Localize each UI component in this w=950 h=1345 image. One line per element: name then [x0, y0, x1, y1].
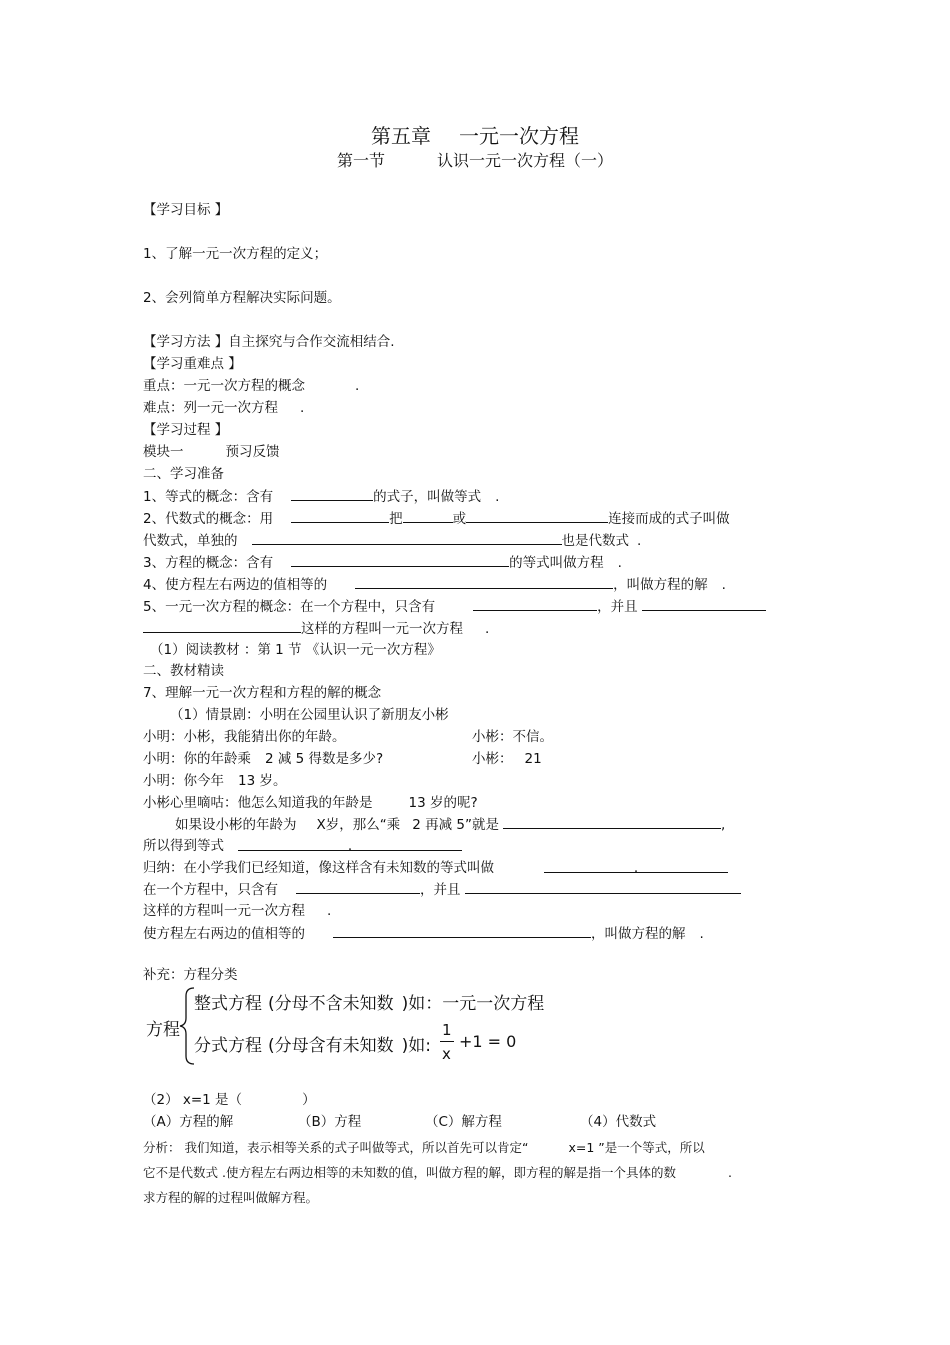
dialogue-2 [143, 750, 383, 768]
section-number: 第一节 [336, 151, 385, 170]
prep-q1: 1、等式的概念：含有 的式子，叫做等式 . [143, 489, 500, 505]
prep-heading: 二、学习准备 [143, 466, 224, 482]
dialogue-2a: 小明：你的年龄乘 [143, 751, 251, 767]
fractional-equation-label: 分式方程 [194, 1036, 262, 1056]
summary-2 [143, 880, 741, 899]
analysis-line-2: 它不是代数式 .使方程左右两边相等的未知数的值，叫做方程的解，即方程的解是指一个具体的数 . [143, 1165, 732, 1180]
blank[interactable] [252, 531, 562, 545]
prep-q2-text: 2、代数式的概念：用 [143, 511, 274, 527]
prep-q2 [143, 509, 730, 528]
method-heading: 【学习方法 】 [143, 334, 229, 350]
dialogue-4a: 小彬心里嘀咕：他怎么知道我的年龄是 [143, 795, 373, 811]
summary-1 [143, 859, 728, 877]
module-name: 预习反馈 [225, 444, 280, 460]
prep-q2-tail: 连接而成的式子叫做 [608, 511, 730, 527]
prep-q5 [143, 597, 766, 616]
option-a[interactable]: （A）方程的解 [143, 1114, 234, 1130]
option-c[interactable]: （C）解方程 [425, 1114, 502, 1130]
prep-q2-cont-tail: 也是代数式 [561, 533, 629, 549]
key-focus-text: 重点：一元一次方程的概念 [143, 378, 305, 394]
prep-q3: 3、方程的概念：含有 的等式叫做方程 . [143, 555, 622, 571]
method-text: 自主探究与合作交流相结合. [228, 334, 395, 350]
setup-1b: X岁，那么“乘 [316, 817, 401, 833]
blank[interactable] [642, 597, 766, 611]
prep-q4: 4、使方程左右两边的值相等的 ，叫做方程的解 . [143, 577, 726, 593]
prep-q4-tail: ，叫做方程的解 [613, 577, 708, 593]
module-label: 模块一 [143, 444, 184, 460]
section-name: 认识一元一次方程（一） [437, 151, 614, 170]
prep-q2-cont-text: 代数式，单独的 [143, 533, 238, 549]
setup-1c: 2 再减 5”就是 [412, 817, 500, 833]
goal-item-1: 1、了解一元一次方程的定义； [143, 246, 328, 262]
summary-4a: 使方程左右两边的值相等的 [143, 926, 305, 942]
blank[interactable] [466, 509, 608, 523]
analysis-line-3: 求方程的解的过程叫做解方程。 [143, 1190, 319, 1205]
chapter-title [0, 120, 950, 149]
prep-q3-tail: 的等式叫做方程 [509, 555, 604, 571]
prep-q5-text: 5、一元一次方程的概念：在一个方程中，只含有 [143, 599, 436, 615]
blank[interactable] [291, 509, 389, 523]
dialogue-3 [143, 772, 286, 790]
summary-3: 这样的方程叫一元一次方程 . [143, 903, 332, 919]
key-difficulty-text: 难点：列一元一次方程 [143, 400, 278, 416]
prep-q2-ba: 把 [389, 511, 403, 527]
key-difficulty: 难点：列一元一次方程 . [143, 400, 305, 416]
setup-line: 如果设小彬的年龄为 X岁，那么“乘 2 再减 5”就是 , [175, 817, 726, 833]
blank[interactable] [143, 619, 301, 633]
blank[interactable] [333, 924, 591, 938]
summary-3-text: 这样的方程叫一元一次方程 [143, 903, 305, 919]
analysis-2: 它不是代数式 .使方程左右两边相等的未知数的值，叫做方程的解，即方程的解是指一个具体的数 [143, 1165, 676, 1180]
integral-equation-label: 整式方程 [194, 994, 262, 1014]
option-d[interactable]: （4）代数式 [580, 1114, 657, 1130]
dialogue-2c: 小彬： [472, 751, 513, 767]
classification-row-2: 分式方程 (分母含有未知数 )如: [194, 1036, 432, 1056]
supplement-heading: 补充：方程分类 [143, 967, 238, 983]
classification-row-1: 整式方程 (分母不含未知数 )如：一元一次方程 [194, 994, 545, 1014]
dialogue-3b: 13 岁。 [238, 773, 287, 789]
prep-q3-text: 3、方程的概念：含有 [143, 555, 274, 571]
summary-1-text: 归纳：在小学我们已经知道，像这样含有未知数的等式叫做 [143, 860, 494, 876]
dialogue-2b: 2 减 5 得数是多少? [265, 751, 384, 767]
dialogue-4b: 13 岁的呢? [408, 795, 478, 811]
intensive-heading: 二、教材精读 [143, 663, 224, 679]
method-line [143, 333, 395, 351]
blank[interactable] [465, 880, 741, 894]
module-line [143, 443, 280, 461]
prep-q4-text: 4、使方程左右两边的值相等的 [143, 577, 328, 593]
fraction-numerator: 1 [442, 1021, 452, 1039]
analysis-1a: 分析： 我们知道，表示相等关系的式子叫做等式，所以首先可以肯定“ [143, 1140, 529, 1155]
setup-2a: 所以得到等式 [143, 838, 224, 854]
blank[interactable] [296, 880, 420, 894]
prep-q5-tail: 这样的方程叫一元一次方程 [301, 621, 463, 637]
analysis-line-1 [143, 1139, 705, 1157]
blank[interactable] [473, 597, 597, 611]
summary-2b: ，并且 [420, 882, 461, 898]
item-7: 7、理解一元一次方程和方程的解的概念 [143, 685, 382, 701]
summary-2a: 在一个方程中，只含有 [143, 882, 278, 898]
blank[interactable] [355, 575, 613, 589]
prep-q1-tail: 的式子，叫做等式 [373, 489, 482, 505]
process-heading: 【学习过程 】 [143, 422, 229, 438]
fractional-equation-example: 如: [408, 1036, 432, 1056]
dialogue-2-reply [472, 750, 542, 768]
dialogue-1b: 小彬：不信。 [472, 729, 553, 745]
dialogue-2d: 21 [524, 751, 542, 767]
chapter-name: 一元一次方程 [459, 124, 579, 148]
key-focus: 重点：一元一次方程的概念 . [143, 378, 360, 394]
goal-item-2: 2、会列简单方程解决实际问题。 [143, 290, 341, 306]
prep-q2-or: 或 [452, 511, 467, 527]
dialogue-1a: 小明：小彬，我能猜出你的年龄。 [143, 729, 346, 745]
blank[interactable] [403, 509, 453, 523]
goals-heading: 【学习目标 】 [143, 202, 229, 218]
chapter-number: 第五章 [371, 124, 431, 148]
section-title [0, 148, 950, 171]
blank[interactable]: . [238, 837, 462, 851]
fraction-tail: +1 = 0 [459, 1032, 517, 1051]
prep-q5-cont: 这样的方程叫一元一次方程 . [143, 619, 489, 638]
question-close: ） [302, 1092, 316, 1108]
blank[interactable]: . [544, 859, 728, 873]
summary-4: 使方程左右两边的值相等的 ，叫做方程的解 . [143, 926, 704, 942]
blank[interactable] [503, 815, 721, 829]
prep-q2-cont: 代数式，单独的 也是代数式 . [143, 533, 642, 549]
reading-line: （1）阅读教材 ：第 1 节 《认识一元一次方程》 [150, 642, 441, 658]
classification-root: 方程 [146, 1020, 180, 1040]
blank[interactable] [291, 553, 509, 567]
question-stem [143, 1091, 316, 1109]
blank[interactable] [291, 487, 373, 501]
dialogue-4 [143, 794, 478, 812]
fraction-denominator: x [442, 1045, 451, 1063]
summary-4b: ，叫做方程的解 [591, 926, 686, 942]
integral-equation-desc: 分母不含未知数 [274, 994, 394, 1014]
integral-equation-example: 如：一元一次方程 [408, 994, 545, 1014]
analysis-1b: x=1 ”是一个等式，所以 [568, 1140, 705, 1155]
key-heading: 【学习重难点 】 [143, 356, 242, 372]
scene-line: （1）情景剧：小明在公园里认识了新朋友小彬 [170, 707, 449, 723]
fraction-bar [440, 1041, 454, 1042]
question-stem-text: （2） x=1 是（ [143, 1092, 243, 1108]
equation-line [143, 837, 462, 855]
setup-1a: 如果设小彬的年龄为 [175, 817, 297, 833]
dialogue-3a: 小明：你今年 [143, 773, 224, 789]
fractional-equation-desc: 分母含有未知数 [274, 1036, 394, 1056]
prep-q1-text: 1、等式的概念：含有 [143, 489, 274, 505]
prep-q5-mid: ，并且 [597, 599, 638, 615]
option-b[interactable]: （B）方程 [298, 1114, 362, 1130]
